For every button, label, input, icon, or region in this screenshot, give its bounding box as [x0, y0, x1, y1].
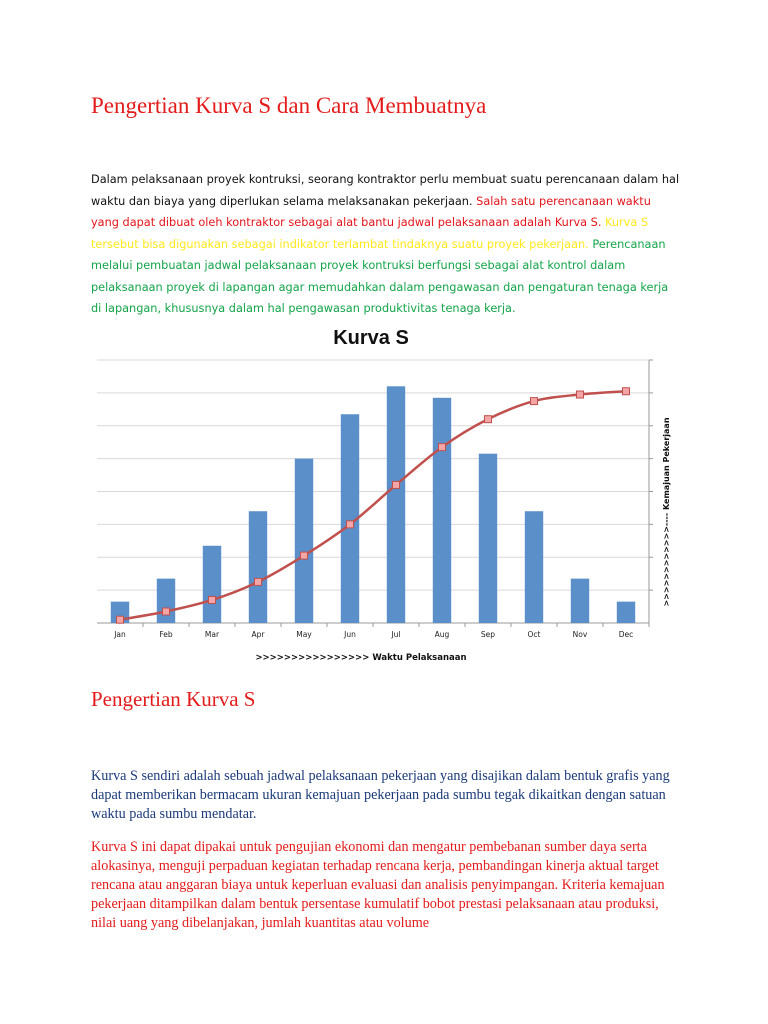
intro-text-green: Perencanaan melalui pembuatan jadwal pelaksanaan proyek kontruksi berfungsi sebagai alat kontrol dalam pelaksanaan proyek di lapangan agar memudahkan dalam pengawasan dan pengaturan tenaga kerja di lapangan, khususnya dalam hal pengawasan produktivitas tenaga kerja.	[91, 237, 669, 315]
chart-bar	[525, 511, 543, 623]
chart-title: Kurva S	[333, 327, 409, 349]
x-tick-label: Oct	[527, 630, 541, 639]
kurva-s-chart	[91, 322, 681, 667]
x-tick-label: Mar	[204, 630, 220, 639]
line-marker	[393, 481, 400, 488]
x-tick-label: Apr	[251, 630, 265, 639]
definition-paragraph: Kurva S sendiri adalah sebuah jadwal pelaksanaan pekerjaan yang disajikan dalam bentuk grafis yang dapat memberikan bermacam ukuran kemajuan pekerjaan pada sumbu tegak dikaitkan dengan satuan waktu pada sumbu mendatar.	[91, 768, 670, 822]
line-marker	[623, 388, 630, 395]
x-tick-label: Jun	[344, 630, 356, 639]
page-title: Pengertian Kurva S dan Cara Membuatnya	[91, 93, 487, 118]
line-marker	[439, 444, 446, 451]
x-tick-label: Sep	[480, 630, 496, 639]
chart-bar	[571, 579, 589, 623]
line-marker	[163, 608, 170, 615]
line-marker	[485, 416, 492, 423]
line-marker	[301, 552, 308, 559]
chart-svg	[91, 322, 681, 667]
x-tick-label: Jan	[114, 630, 126, 639]
chart-bar	[479, 454, 497, 623]
intro-text-black: Dalam pelaksanaan proyek kontruksi, seorang kontraktor perlu membuat suatu perencanaan dalam hal waktu dan biaya yang diperlukan selama melaksanakan pekerjaan.	[91, 173, 680, 208]
usage-paragraph: Kurva S ini dapat dipakai untuk pengujian ekonomi dan mengatur pembebanan sumber daya serta alokasinya, menguji perpaduan kegiatan terhadap rencana kerja, pembandingan kinerja aktual target rencana atau anggaran biaya untuk keperluan evaluasi dan analisis penyimpangan. Kriteria kemajuan pekerjaan ditampilkan dalam bentuk persentase kumulatif bobot prestasi pelaksanaan atau produksi, nilai uang yang dibelanjakan, jumlah kuantitas atau volume	[91, 839, 665, 931]
intro-paragraph	[91, 169, 681, 320]
line-marker	[209, 596, 216, 603]
chart-bar	[157, 579, 175, 623]
chart-bar	[249, 511, 267, 623]
intro-text-red: Salah satu perencanaan waktu yang dapat dibuat oleh kontraktor sebagai alat bantu jadwal pelaksanaan adalah Kurva S.	[91, 194, 651, 229]
section-heading: Pengertian Kurva S	[91, 687, 256, 711]
chart-bar	[433, 398, 451, 623]
x-tick-label: Feb	[159, 630, 173, 639]
chart-y-axis-label: >>>>>>>>>>>>---- Kemajuan Pekerjaan	[662, 417, 671, 607]
chart-bar	[203, 546, 221, 623]
x-tick-label: Dec	[618, 630, 634, 639]
chart-bar	[295, 459, 313, 623]
chart-x-axis-label: >>>>>>>>>>>>>>>> Waktu Pelaksanaan	[255, 653, 467, 663]
line-marker	[577, 391, 584, 398]
line-marker	[117, 616, 124, 623]
x-tick-label: Jul	[391, 630, 401, 639]
chart-bar	[617, 602, 635, 623]
chart-bar	[387, 386, 405, 623]
x-tick-label: Aug	[434, 630, 450, 639]
x-tick-label: May	[296, 630, 312, 639]
intro-text-yellow: Kurva S tersebut bisa digunakan sebagai indikator terlambat tindaknya suatu proyek pekerjaan.	[91, 216, 649, 251]
line-marker	[255, 578, 262, 585]
line-marker	[531, 398, 538, 405]
x-tick-label: Nov	[572, 630, 588, 639]
line-marker	[347, 521, 354, 528]
